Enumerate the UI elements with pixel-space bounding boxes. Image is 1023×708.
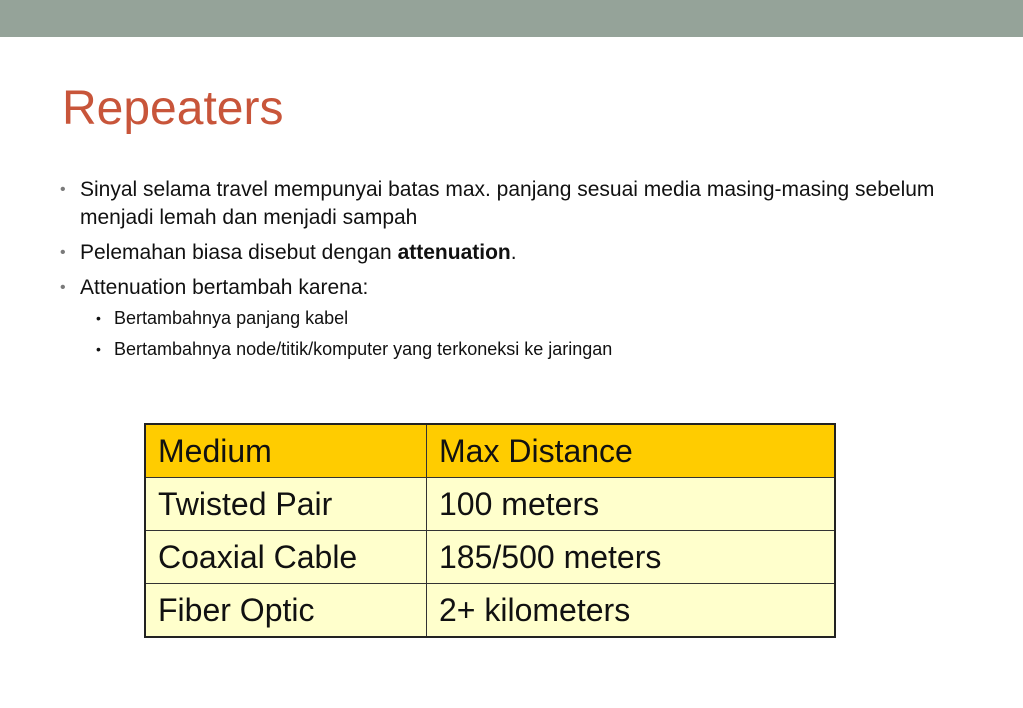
table-cell: Coaxial Cable [145, 531, 427, 584]
table-cell: Twisted Pair [145, 478, 427, 531]
table-cell: 185/500 meters [427, 531, 836, 584]
table-header-cell: Max Distance [427, 424, 836, 478]
bullet-text-suffix: . [510, 241, 517, 264]
slide-title: Repeaters [62, 82, 284, 135]
sub-bullet-item: • Bertambahnya node/titik/komputer yang terkoneksi ke jaringan [80, 337, 978, 362]
top-bar [0, 0, 1023, 37]
bullet-text: Pelemahan biasa disebut dengan [80, 241, 398, 264]
bullet-list [58, 176, 978, 369]
bullet-text: Sinyal selama travel mempunyai batas max. panjang sesuai media masing-masing sebelum menjadi lemah dan menjadi sampah [80, 178, 935, 229]
table-cell: 100 meters [427, 478, 836, 531]
bullet-item [58, 274, 978, 362]
bullet-text: Attenuation bertambah karena: [80, 276, 369, 299]
distance-table [144, 423, 836, 638]
bullet-bold-term: attenuation [397, 241, 511, 264]
bullet-item [58, 176, 978, 232]
table-header-row [145, 424, 835, 478]
table-cell: 2+ kilometers [427, 584, 836, 638]
table-cell: Fiber Optic [145, 584, 427, 638]
table-row [145, 584, 835, 638]
table-row [145, 478, 835, 531]
table-header-cell: Medium [145, 424, 427, 478]
table-row [145, 531, 835, 584]
sub-bullet-list [80, 306, 978, 362]
bullet-item [58, 239, 978, 267]
sub-bullet-item: • Bertambahnya panjang kabel [80, 306, 978, 331]
